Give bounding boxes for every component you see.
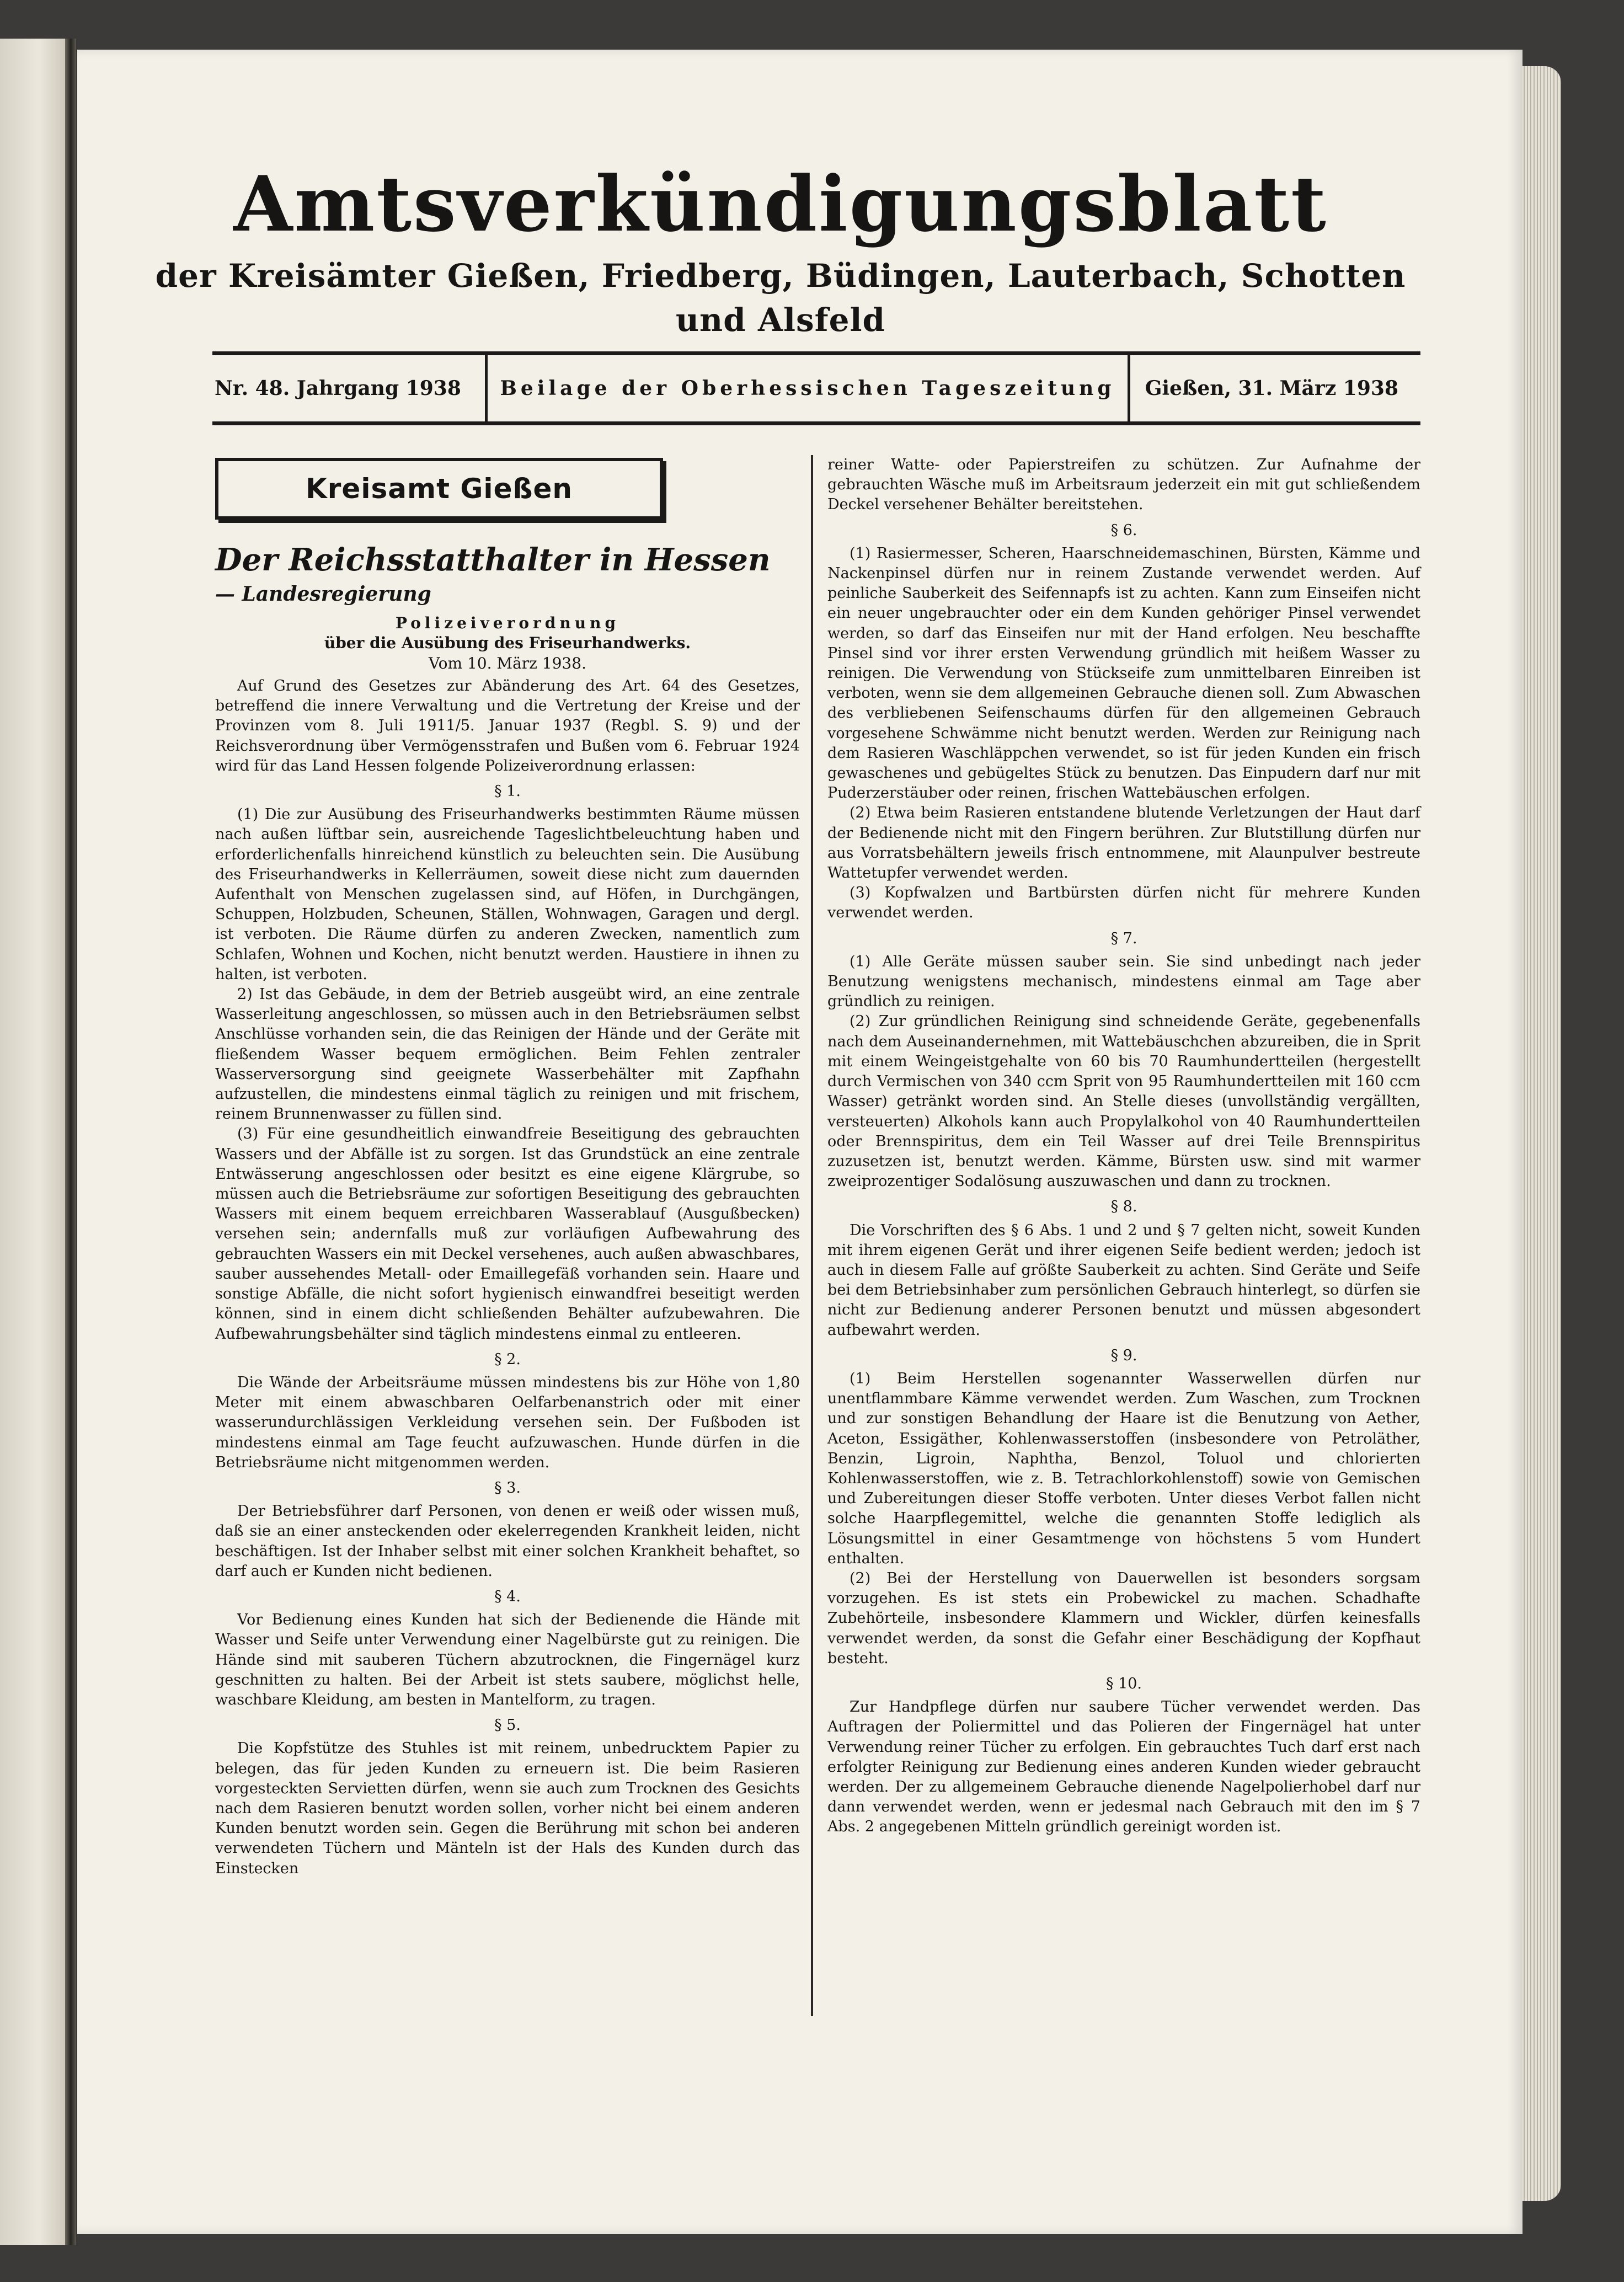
paragraph: Die Vorschriften des § 6 Abs. 1 und 2 und § 7 gelten nicht, soweit Kunden mit ihrem eigenen Gerät und ihrer eigenen Seife bedient werden; jedoch ist auch in diesem Falle auf größte Sauberkeit zu achten. Sind Geräte und Seife bei dem Betriebsinhaber zum persönlichen Gebrauch hinterlegt, so dürfen sie nicht zur Bedienung anderer Personen benutzt und müssen abgesondert aufbewahrt werden. [827,1221,1420,1339]
book-spine [65,39,76,2245]
ordinance-subject: über die Ausübung des Friseurhandwerks. [324,634,691,652]
paragraph: (3) Für eine gesundheitlich einwandfreie Beseitigung des gebrauchten Wassers und der Abfälle ist zu sorgen. Ist das Grundstück an eine zentrale Entwässerung angeschlossen oder besitzt es eine eigene Klärgrube, so müssen auch die Betriebsräume zur sofortigen Beseitigung des gebrauchten Wassers mit einem bequem erreichbaren Wasserablauf (Ausgußbecken) versehen sein; andernfalls muß zur vorläufigen Aufbewahrung des gebrauchten Wassers ein mit Deckel versehenes, auch außen abwaschbares, sauber aussehendes Metall- oder Emaillegefäß vorhanden sein. Haare und sonstige Abfälle, die nicht sofort hygienisch einwandfrei beseitigt werden können, sind in einem dicht schließenden Behälter aufzubewahren. Die Aufbewahrungsbehälter sind täglich mindestens einmal zu entleeren. [215,1125,800,1343]
masthead [138,160,1423,342]
authority-heading: Der Reichsstatthalter in Hessen [215,542,771,578]
issue-info-bar [212,351,1420,425]
right-column [827,455,1420,1837]
supplement-label: Beilage der Oberhessischen Tageszeitung [485,355,1130,421]
paragraph: (2) Zur gründlichen Reinigung sind schneidende Geräte, gegebenenfalls nach dem Auseinandernehmen, mit Wattebäuschchen abzureiben, die in Sprit mit einem Weingeistgehalte von 60 bis 70 Raumhundertteilen (hergestellt durch Vermischen von 340 ccm Sprit von 95 Raumhundertteilen mit 160 ccm Wasser) getränkt worden sind. An Stelle dieses (unvollständig vergällten, versteuerten) Alkohols kann auch Propylalkohol von 40 Raumhundertteilen oder Brennspiritus, dem ein Teil Wasser auf drei Teile Brennspiritus zuzusetzen ist, benutzt werden. Kämme, Bürsten usw. sind mit warmer zweiprozentiger Sodalösung auszuwaschen und dann zu trocknen. [827,1013,1420,1190]
section-heading: § 9. [1110,1346,1137,1364]
paragraph: (1) Rasiermesser, Scheren, Haarschneidemaschinen, Bürsten, Kämme und Nackenpinsel dürfen nur in reinem Zustande verwendet werden. Auf peinliche Sauberkeit des Seifennapfs ist zu achten. Kann zum Einseifen nicht ein neuer ungebrauchter oder ein dem Kunden gehöriger Pinsel verwendet werden, so darf das Einseifen nur mit der Hand erfolgen. Neu beschaffte Pinsel sind vor ihrer ersten Verwendung gründlich mit heißem Wasser zu reinigen. Die Verwendung von Stückseife zum unmittelbaren Einreiben ist verboten, wenn sie dem allgemeinen Gebrauche dienen soll. Zum Abwaschen des verbliebenen Seifenschaums dürfen für den allgemeinen Gebrauch vorgesehene Schwämme nicht benutzt werden. Werden zur Reinigung nach dem Rasieren Waschläppchen verwendet, so ist für jeden Kunden ein frisch gewaschenes und gebügeltes Stück zu benutzen. Das Einpudern darf nur mit Puderzerstäuber oder reinen, frischen Wattebäuschen erfolgen. [827,544,1420,802]
paragraph: Der Betriebsführer darf Personen, von denen er weiß oder wissen muß, daß sie an einer ansteckenden oder ekelerregenden Krankheit leiden, nicht beschäftigen. Ist der Inhaber selbst mit einer solchen Krankheit behaftet, so darf auch er Kunden nicht bedienen. [215,1503,800,1580]
issue-date: Gießen, 31. März 1938 [1145,377,1398,400]
section-heading: § 6. [1110,521,1137,539]
section-heading: § 4. [494,1588,521,1605]
section-heading: § 1. [494,783,521,800]
left-page-edge [0,39,65,2245]
paragraph: Vor Bedienung eines Kunden hat sich der Bedienende die Hände mit Wasser und Seife unter Verwendung einer Nagelbürste gut zu reinigen. Die Hände sind mit sauberen Tüchern abzutrocknen, die Fingernägel kurz geschnitten zu halten. Bei der Arbeit ist stets saubere, möglichst helle, waschbare Kleidung, am besten in Mantelform, zu tragen. [215,1611,800,1708]
section-heading: § 10. [1105,1675,1142,1692]
section-heading: § 7. [1110,929,1137,947]
intro-paragraph: Auf Grund des Gesetzes zur Abänderung des Art. 64 des Gesetzes, betreffend die innere Verwaltung und die Vertretung der Kreise und der Provinzen vom 8. Juli 1911/5. Januar 1937 (Regbl. S. 9) und der Reichsverordnung über Vermögensstrafen und Bußen vom 6. Februar 1924 wird für das Land Hessen folgende Polizeiverordnung erlassen: [215,677,800,774]
paragraph: (2) Bei der Herstellung von Dauerwellen ist besonders sorgsam vorzugehen. Es ist stets ein Probewickel zu machen. Schadhafte Zubehörteile, insbesondere Klammern und Wickler, dürfen keinesfalls verwendet werden, da sonst die Gefahr einer Beschädigung der Kopfhaut besteht. [827,1569,1420,1667]
paragraph: Die Wände der Arbeitsräume müssen mindestens bis zur Höhe von 1,80 Meter mit einem abwaschbaren Oelfarbenanstrich oder mit einer wasserundurchlässigen Verkleidung versehen sein. Der Fußboden ist mindestens einmal am Tage feucht aufzuwaschen. Hunde dürfen in die Betriebsräume nicht mitgenommen werden. [215,1374,800,1471]
paragraph: Die Kopfstütze des Stuhles ist mit reinem, unbedrucktem Papier zu belegen, das für jeden Kunden zu erneuern ist. Die beim Rasieren vorgesteckten Servietten dürfen, wenn sie auch zum Trocknen des Gesichts nach dem Rasieren benutzt worden sollen, vorher nicht bei einem anderen Kunden benutzt worden sein. Gegen die Berührung mit schon bei anderen verwendeten Tüchern und Mänteln ist der Hals des Kunden durch das Einstecken [215,1740,800,1877]
government-subheading: — Landesregierung [215,582,431,606]
section-heading: § 2. [494,1350,521,1368]
column-divider [811,455,813,2016]
paragraph: 2) Ist das Gebäude, in dem der Betrieb ausgeübt wird, an eine zentrale Wasserleitung angeschlossen, so müssen auch in den Betriebsräumen selbst Anschlüsse vorhanden sein, die das Reinigen der Hände und der Geräte mit fließendem Wasser bequem ermöglichen. Beim Fehlen zentraler Wasserversorgung sind geeignete Wasserbehälter mit Zapfhahn aufzustellen, die mindestens einmal täglich zu reinigen und mit frischem, reinem Brunnenwasser zu füllen sind. [215,986,800,1123]
paragraph: (1) Beim Herstellen sogenannter Wasserwellen dürfen nur unentflammbare Kämme verwendet werden. Zum Waschen, zum Trocknen und zur sonstigen Behandlung der Haare ist die Benutzung von Aether, Aceton, Essigäther, Kohlenwasserstoffen (insbesondere von Petroläther, Benzin, Ligroin, Naphtha, Benzol, Toluol und chlorierten Kohlenwasserstoffen, wie z. B. Tetrachlorkohlenstoff) sowie von Gemischen und Zubereitungen dieser Stoffe verboten. Unter dieses Verbot fallen nicht solche Haarpflegemittel, welche die genannten Stoffe lediglich als Lösungsmittel in einer Gesamtmenge von höchstens 5 vom Hundert enthalten. [827,1370,1420,1567]
paragraph: Zur Handpflege dürfen nur saubere Tücher verwendet werden. Das Auftragen der Poliermittel und das Polieren der Fingernägel hat unter Verwendung reiner Tücher zu erfolgen. Ein gebrauchtes Tuch darf erst nach erfolgter Reinigung zur Bedienung eines anderen Kunden wieder gebraucht werden. Der zu allgemeinem Gebrauche dienende Nagelpolierhobel darf nur dann verwendet werden, wenn er jedesmal nach Gebrauch mit den im § 7 Abs. 2 angegebenen Mitteln gründlich gereinigt worden ist. [827,1698,1420,1836]
section-heading: § 8. [1110,1198,1137,1216]
paragraph: (1) Die zur Ausübung des Friseurhandwerks bestimmten Räume müssen nach außen lüftbar sein, ausreichende Tageslichtbeleuchtung haben und erforderlichenfalls hinreichend künstlich zu beleuchten sein. Die Ausübung des Friseurhandwerks in Kellerräumen, soweit diese nicht zum dauernden Aufenthalt von Menschen zugelassen sind, auf Höfen, in Durchgängen, Schuppen, Holzbuden, Scheunen, Ställen, Wohnwagen, Garagen und dergl. ist verboten. Die Räume dürfen zu anderen Zwecken, namentlich zum Schlafen, Wohnen und Kochen, nicht benutzt werden. Haustiere in ihnen zu halten, ist verboten. [215,806,800,983]
section-heading: § 5. [494,1717,521,1734]
paragraph: (3) Kopfwalzen und Bartbürsten dürfen nicht für mehrere Kunden verwendet werden. [827,884,1420,922]
section-heading: § 3. [494,1479,521,1497]
newspaper-subtitle: der Kreisämter Gießen, Friedberg, Büdingen, Lauterbach, Schotten und Alsfeld [155,257,1406,339]
office-heading: Kreisamt Gießen [215,458,663,520]
paragraph: (2) Etwa beim Rasieren entstandene blutende Verletzungen der Haut darf der Bedienende nicht mit den Fingern berühren. Zur Blutstillung dürfen nur aus Vorratsbehältern jeweils frisch entnommene, mit Alaunpulver bestreute Wattetupfer verwendet werden. [827,804,1420,882]
paragraph-continued: reiner Watte- oder Papierstreifen zu schützen. Zur Aufnahme der gebrauchten Wäsche muß im Arbeitsraum jederzeit ein mit gut schließendem Deckel versehener Behälter bereitstehen. [827,456,1420,514]
ordinance-date: Vom 10. März 1938. [429,654,586,672]
left-column [215,452,800,1879]
newspaper-title: Amtsverkündigungsblatt [233,159,1328,249]
issue-number: Nr. 48. Jahrgang 1938 [215,377,461,400]
ordinance-title: Polizeiverordnung [395,614,620,632]
paragraph: (1) Alle Geräte müssen sauber sein. Sie sind unbedingt nach jeder Benutzung wenigstens mechanisch, mindestens einmal am Tage aber gründlich zu reinigen. [827,953,1420,1011]
